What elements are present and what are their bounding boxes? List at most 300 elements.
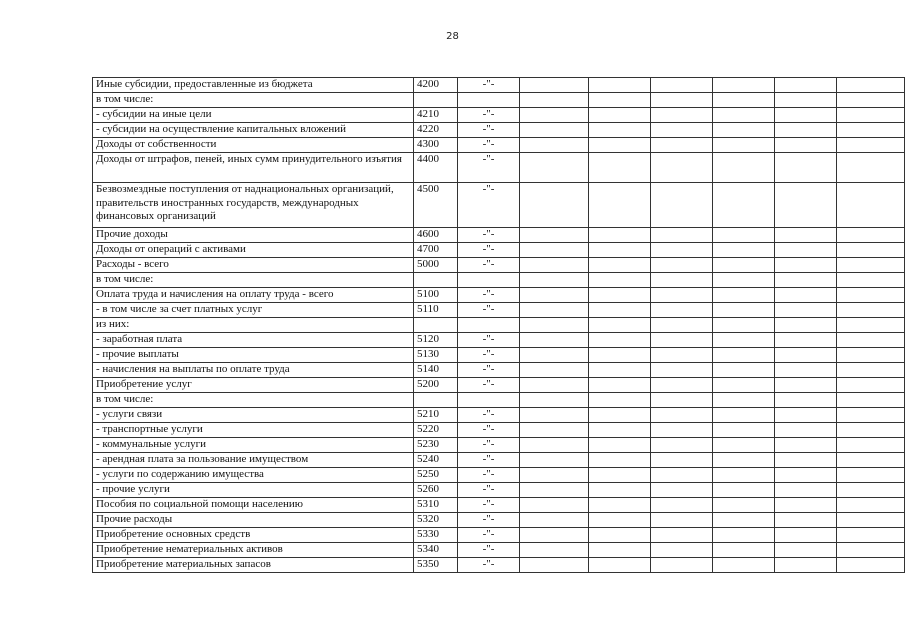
row-value-cell bbox=[775, 543, 837, 558]
row-value-cell bbox=[651, 318, 713, 333]
table-row bbox=[93, 543, 905, 558]
row-label: - арендная плата за пользование имуществом bbox=[93, 453, 414, 468]
row-value-cell bbox=[651, 138, 713, 153]
row-unit: -"- bbox=[458, 333, 520, 348]
row-value-cell bbox=[520, 123, 589, 138]
row-code: 5120 bbox=[414, 333, 458, 348]
row-value-cell bbox=[713, 318, 775, 333]
row-value-cell bbox=[651, 348, 713, 363]
row-unit: -"- bbox=[458, 228, 520, 243]
table-row bbox=[93, 108, 905, 123]
row-value-cell bbox=[837, 378, 905, 393]
row-value-cell bbox=[520, 273, 589, 288]
row-value-cell bbox=[837, 333, 905, 348]
row-value-cell bbox=[775, 528, 837, 543]
table-row bbox=[93, 183, 905, 228]
row-label: - услуги по содержанию имущества bbox=[93, 468, 414, 483]
row-code: 5310 bbox=[414, 498, 458, 513]
row-value-cell bbox=[713, 528, 775, 543]
table-row bbox=[93, 393, 905, 408]
row-code: 5110 bbox=[414, 303, 458, 318]
row-label: Приобретение основных средств bbox=[93, 528, 414, 543]
row-unit: -"- bbox=[458, 138, 520, 153]
row-value-cell bbox=[837, 423, 905, 438]
table-row bbox=[93, 258, 905, 273]
table-row bbox=[93, 498, 905, 513]
row-value-cell bbox=[589, 318, 651, 333]
row-value-cell bbox=[589, 138, 651, 153]
table-row bbox=[93, 528, 905, 543]
row-value-cell bbox=[713, 108, 775, 123]
row-value-cell bbox=[589, 183, 651, 228]
row-value-cell bbox=[775, 123, 837, 138]
row-value-cell bbox=[775, 393, 837, 408]
row-value-cell bbox=[520, 513, 589, 528]
row-unit: -"- bbox=[458, 483, 520, 498]
row-code: 4400 bbox=[414, 153, 458, 183]
row-value-cell bbox=[589, 258, 651, 273]
row-value-cell bbox=[651, 438, 713, 453]
row-value-cell bbox=[837, 408, 905, 423]
row-value-cell bbox=[651, 153, 713, 183]
row-code bbox=[414, 393, 458, 408]
row-label: - заработная плата bbox=[93, 333, 414, 348]
row-value-cell bbox=[713, 228, 775, 243]
row-value-cell bbox=[589, 348, 651, 363]
row-code: 5140 bbox=[414, 363, 458, 378]
table-row bbox=[93, 438, 905, 453]
row-value-cell bbox=[589, 468, 651, 483]
row-unit: -"- bbox=[458, 183, 520, 228]
row-value-cell bbox=[651, 393, 713, 408]
row-value-cell bbox=[589, 423, 651, 438]
table-row bbox=[93, 243, 905, 258]
row-value-cell bbox=[775, 423, 837, 438]
table-row bbox=[93, 318, 905, 333]
row-value-cell bbox=[520, 393, 589, 408]
report-table bbox=[92, 77, 905, 573]
row-value-cell bbox=[713, 138, 775, 153]
row-value-cell bbox=[651, 243, 713, 258]
row-value-cell bbox=[520, 183, 589, 228]
row-value-cell bbox=[651, 498, 713, 513]
row-value-cell bbox=[775, 243, 837, 258]
table-row bbox=[93, 93, 905, 108]
row-value-cell bbox=[520, 333, 589, 348]
row-value-cell bbox=[837, 348, 905, 363]
row-value-cell bbox=[837, 543, 905, 558]
row-code: 5200 bbox=[414, 378, 458, 393]
row-value-cell bbox=[775, 273, 837, 288]
row-code: 5130 bbox=[414, 348, 458, 363]
row-code: 5240 bbox=[414, 453, 458, 468]
row-unit: -"- bbox=[458, 78, 520, 93]
row-value-cell bbox=[589, 303, 651, 318]
row-code: 5320 bbox=[414, 513, 458, 528]
row-value-cell bbox=[589, 288, 651, 303]
row-value-cell bbox=[651, 303, 713, 318]
row-value-cell bbox=[589, 543, 651, 558]
row-value-cell bbox=[713, 483, 775, 498]
row-label: - начисления на выплаты по оплате труда bbox=[93, 363, 414, 378]
row-value-cell bbox=[837, 303, 905, 318]
row-value-cell bbox=[775, 558, 837, 573]
row-label: из них: bbox=[93, 318, 414, 333]
row-value-cell bbox=[837, 528, 905, 543]
row-value-cell bbox=[713, 333, 775, 348]
row-value-cell bbox=[775, 513, 837, 528]
row-value-cell bbox=[713, 438, 775, 453]
row-value-cell bbox=[520, 93, 589, 108]
row-value-cell bbox=[837, 273, 905, 288]
row-label: - транспортные услуги bbox=[93, 423, 414, 438]
row-value-cell bbox=[837, 363, 905, 378]
row-value-cell bbox=[651, 258, 713, 273]
row-value-cell bbox=[589, 393, 651, 408]
row-label: Доходы от штрафов, пеней, иных сумм принудительного изъятия bbox=[93, 153, 414, 183]
row-value-cell bbox=[520, 363, 589, 378]
row-value-cell bbox=[713, 273, 775, 288]
row-value-cell bbox=[520, 348, 589, 363]
row-label: в том числе: bbox=[93, 93, 414, 108]
row-value-cell bbox=[837, 438, 905, 453]
row-value-cell bbox=[837, 288, 905, 303]
row-value-cell bbox=[713, 363, 775, 378]
row-value-cell bbox=[837, 138, 905, 153]
row-label: - прочие услуги bbox=[93, 483, 414, 498]
row-unit: -"- bbox=[458, 408, 520, 423]
row-unit: -"- bbox=[458, 543, 520, 558]
row-label: Прочие расходы bbox=[93, 513, 414, 528]
row-value-cell bbox=[837, 498, 905, 513]
row-value-cell bbox=[775, 108, 837, 123]
row-value-cell bbox=[589, 528, 651, 543]
table-row bbox=[93, 483, 905, 498]
row-value-cell bbox=[651, 453, 713, 468]
row-value-cell bbox=[837, 123, 905, 138]
row-value-cell bbox=[589, 333, 651, 348]
row-value-cell bbox=[837, 558, 905, 573]
row-value-cell bbox=[775, 153, 837, 183]
row-value-cell bbox=[520, 543, 589, 558]
row-value-cell bbox=[520, 453, 589, 468]
row-label: Приобретение нематериальных активов bbox=[93, 543, 414, 558]
row-code: 5350 bbox=[414, 558, 458, 573]
row-value-cell bbox=[589, 108, 651, 123]
row-value-cell bbox=[775, 498, 837, 513]
row-value-cell bbox=[589, 228, 651, 243]
row-value-cell bbox=[589, 273, 651, 288]
row-value-cell bbox=[520, 528, 589, 543]
row-code: 5330 bbox=[414, 528, 458, 543]
row-label: - услуги связи bbox=[93, 408, 414, 423]
row-label: - прочие выплаты bbox=[93, 348, 414, 363]
row-value-cell bbox=[837, 318, 905, 333]
row-code: 5340 bbox=[414, 543, 458, 558]
row-value-cell bbox=[651, 183, 713, 228]
table-row bbox=[93, 288, 905, 303]
row-value-cell bbox=[651, 528, 713, 543]
row-unit: -"- bbox=[458, 468, 520, 483]
row-value-cell bbox=[589, 78, 651, 93]
row-value-cell bbox=[651, 423, 713, 438]
row-value-cell bbox=[775, 228, 837, 243]
row-unit: -"- bbox=[458, 423, 520, 438]
row-value-cell bbox=[589, 378, 651, 393]
row-value-cell bbox=[651, 273, 713, 288]
row-value-cell bbox=[713, 78, 775, 93]
row-unit: -"- bbox=[458, 498, 520, 513]
row-code bbox=[414, 273, 458, 288]
row-code: 5220 bbox=[414, 423, 458, 438]
row-unit: -"- bbox=[458, 258, 520, 273]
row-value-cell bbox=[589, 93, 651, 108]
row-code: 4210 bbox=[414, 108, 458, 123]
row-value-cell bbox=[713, 288, 775, 303]
row-value-cell bbox=[837, 153, 905, 183]
row-code bbox=[414, 93, 458, 108]
row-unit: -"- bbox=[458, 348, 520, 363]
row-value-cell bbox=[651, 93, 713, 108]
row-value-cell bbox=[520, 78, 589, 93]
row-code: 4600 bbox=[414, 228, 458, 243]
row-value-cell bbox=[775, 378, 837, 393]
row-value-cell bbox=[589, 408, 651, 423]
row-value-cell bbox=[837, 393, 905, 408]
row-value-cell bbox=[837, 453, 905, 468]
table-row bbox=[93, 348, 905, 363]
row-value-cell bbox=[713, 393, 775, 408]
row-code: 5260 bbox=[414, 483, 458, 498]
row-label: Расходы - всего bbox=[93, 258, 414, 273]
row-code: 5000 bbox=[414, 258, 458, 273]
row-value-cell bbox=[713, 498, 775, 513]
row-label: Приобретение материальных запасов bbox=[93, 558, 414, 573]
row-value-cell bbox=[713, 513, 775, 528]
row-unit: -"- bbox=[458, 528, 520, 543]
row-value-cell bbox=[713, 453, 775, 468]
row-unit: -"- bbox=[458, 378, 520, 393]
row-value-cell bbox=[775, 288, 837, 303]
table-row bbox=[93, 273, 905, 288]
row-value-cell bbox=[520, 288, 589, 303]
row-value-cell bbox=[775, 258, 837, 273]
row-unit bbox=[458, 318, 520, 333]
row-value-cell bbox=[589, 453, 651, 468]
row-label: - субсидии на иные цели bbox=[93, 108, 414, 123]
row-value-cell bbox=[520, 483, 589, 498]
row-label: Оплата труда и начисления на оплату труда - всего bbox=[93, 288, 414, 303]
row-value-cell bbox=[775, 183, 837, 228]
row-value-cell bbox=[520, 153, 589, 183]
table-row bbox=[93, 468, 905, 483]
row-value-cell bbox=[651, 78, 713, 93]
row-value-cell bbox=[520, 498, 589, 513]
row-value-cell bbox=[775, 348, 837, 363]
row-value-cell bbox=[520, 558, 589, 573]
row-value-cell bbox=[713, 243, 775, 258]
row-value-cell bbox=[775, 483, 837, 498]
table-row bbox=[93, 303, 905, 318]
row-unit: -"- bbox=[458, 303, 520, 318]
row-value-cell bbox=[651, 408, 713, 423]
row-value-cell bbox=[589, 243, 651, 258]
row-value-cell bbox=[589, 153, 651, 183]
row-value-cell bbox=[520, 438, 589, 453]
report-table-body bbox=[93, 78, 905, 573]
row-value-cell bbox=[589, 123, 651, 138]
row-unit: -"- bbox=[458, 123, 520, 138]
row-value-cell bbox=[837, 183, 905, 228]
row-label: в том числе: bbox=[93, 393, 414, 408]
row-value-cell bbox=[520, 468, 589, 483]
row-code bbox=[414, 318, 458, 333]
row-value-cell bbox=[775, 78, 837, 93]
row-label: Приобретение услуг bbox=[93, 378, 414, 393]
row-value-cell bbox=[651, 333, 713, 348]
row-value-cell bbox=[589, 363, 651, 378]
row-label: Прочие доходы bbox=[93, 228, 414, 243]
row-value-cell bbox=[651, 543, 713, 558]
row-value-cell bbox=[837, 468, 905, 483]
row-value-cell bbox=[837, 78, 905, 93]
row-unit: -"- bbox=[458, 288, 520, 303]
row-value-cell bbox=[775, 408, 837, 423]
row-value-cell bbox=[589, 438, 651, 453]
row-label: Пособия по социальной помощи населению bbox=[93, 498, 414, 513]
table-row bbox=[93, 123, 905, 138]
table-row bbox=[93, 408, 905, 423]
row-value-cell bbox=[520, 138, 589, 153]
row-value-cell bbox=[520, 108, 589, 123]
row-value-cell bbox=[837, 483, 905, 498]
row-value-cell bbox=[775, 138, 837, 153]
row-label: Доходы от собственности bbox=[93, 138, 414, 153]
table-row bbox=[93, 228, 905, 243]
row-value-cell bbox=[589, 483, 651, 498]
row-unit bbox=[458, 273, 520, 288]
row-value-cell bbox=[651, 558, 713, 573]
row-code: 5210 bbox=[414, 408, 458, 423]
row-label: - субсидии на осуществление капитальных вложений bbox=[93, 123, 414, 138]
row-value-cell bbox=[520, 408, 589, 423]
row-value-cell bbox=[589, 498, 651, 513]
row-value-cell bbox=[651, 378, 713, 393]
row-value-cell bbox=[837, 228, 905, 243]
table-row bbox=[93, 153, 905, 183]
row-value-cell bbox=[713, 408, 775, 423]
row-code: 4500 bbox=[414, 183, 458, 228]
row-unit: -"- bbox=[458, 243, 520, 258]
row-value-cell bbox=[520, 423, 589, 438]
row-unit: -"- bbox=[458, 438, 520, 453]
row-value-cell bbox=[713, 468, 775, 483]
row-value-cell bbox=[651, 108, 713, 123]
row-label: Иные субсидии, предоставленные из бюджета bbox=[93, 78, 414, 93]
row-value-cell bbox=[651, 123, 713, 138]
row-value-cell bbox=[713, 183, 775, 228]
row-code: 5100 bbox=[414, 288, 458, 303]
row-unit: -"- bbox=[458, 453, 520, 468]
row-value-cell bbox=[589, 513, 651, 528]
row-value-cell bbox=[775, 363, 837, 378]
row-value-cell bbox=[713, 423, 775, 438]
row-value-cell bbox=[520, 228, 589, 243]
row-value-cell bbox=[713, 348, 775, 363]
row-value-cell bbox=[775, 438, 837, 453]
table-row bbox=[93, 423, 905, 438]
row-code: 5250 bbox=[414, 468, 458, 483]
row-value-cell bbox=[775, 318, 837, 333]
row-unit: -"- bbox=[458, 153, 520, 183]
table-row bbox=[93, 558, 905, 573]
row-value-cell bbox=[775, 333, 837, 348]
row-code: 4300 bbox=[414, 138, 458, 153]
row-value-cell bbox=[651, 483, 713, 498]
row-value-cell bbox=[837, 513, 905, 528]
row-value-cell bbox=[775, 468, 837, 483]
row-value-cell bbox=[713, 378, 775, 393]
row-value-cell bbox=[520, 258, 589, 273]
row-value-cell bbox=[651, 513, 713, 528]
row-label: Безвозмездные поступления от наднациональных организаций, правительств иностранных государств, международных финансовых организаций bbox=[93, 183, 414, 228]
row-unit: -"- bbox=[458, 513, 520, 528]
row-unit: -"- bbox=[458, 108, 520, 123]
row-value-cell bbox=[837, 258, 905, 273]
row-value-cell bbox=[775, 93, 837, 108]
row-value-cell bbox=[775, 303, 837, 318]
table-row bbox=[93, 513, 905, 528]
table-row bbox=[93, 333, 905, 348]
row-code: 4220 bbox=[414, 123, 458, 138]
row-label: в том числе: bbox=[93, 273, 414, 288]
row-unit: -"- bbox=[458, 363, 520, 378]
row-unit bbox=[458, 393, 520, 408]
row-value-cell bbox=[713, 303, 775, 318]
row-label: Доходы от операций с активами bbox=[93, 243, 414, 258]
page-number: 28 bbox=[446, 31, 459, 42]
row-value-cell bbox=[713, 543, 775, 558]
row-label: - коммунальные услуги bbox=[93, 438, 414, 453]
table-row bbox=[93, 453, 905, 468]
table-row bbox=[93, 138, 905, 153]
row-value-cell bbox=[837, 243, 905, 258]
row-value-cell bbox=[651, 288, 713, 303]
row-value-cell bbox=[651, 363, 713, 378]
table-row bbox=[93, 378, 905, 393]
row-value-cell bbox=[837, 93, 905, 108]
row-value-cell bbox=[520, 378, 589, 393]
row-value-cell bbox=[520, 243, 589, 258]
row-value-cell bbox=[520, 318, 589, 333]
row-value-cell bbox=[651, 468, 713, 483]
row-value-cell bbox=[713, 153, 775, 183]
row-value-cell bbox=[837, 108, 905, 123]
row-unit bbox=[458, 93, 520, 108]
table-row bbox=[93, 78, 905, 93]
row-value-cell bbox=[713, 558, 775, 573]
row-code: 5230 bbox=[414, 438, 458, 453]
row-value-cell bbox=[713, 123, 775, 138]
row-label: - в том числе за счет платных услуг bbox=[93, 303, 414, 318]
row-value-cell bbox=[520, 303, 589, 318]
row-code: 4700 bbox=[414, 243, 458, 258]
row-value-cell bbox=[651, 228, 713, 243]
row-code: 4200 bbox=[414, 78, 458, 93]
table-row bbox=[93, 363, 905, 378]
row-value-cell bbox=[775, 453, 837, 468]
row-unit: -"- bbox=[458, 558, 520, 573]
